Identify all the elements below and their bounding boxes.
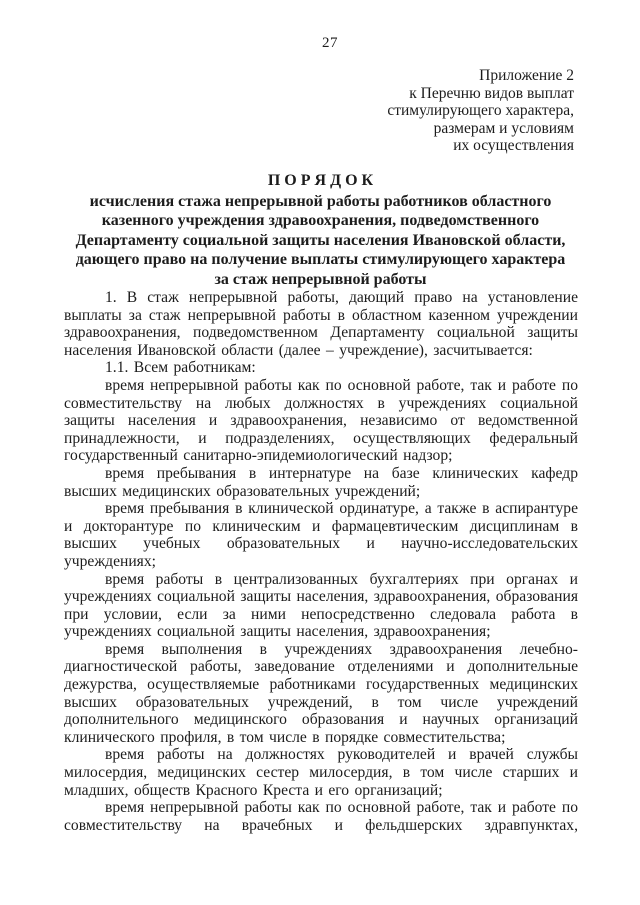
- paragraph-item: время пребывания в клинической ординатуре, а также в аспирантуре и докторантуре по клиническим и фармацевтическим дисциплинам в высших учебных образовательных и научно-исследовательских учреждениях;: [64, 500, 578, 570]
- title-line: за стаж непрерывной работы: [214, 270, 427, 288]
- appendix-line: размерам и условиям: [433, 119, 574, 137]
- paragraph-item: время пребывания в интернатуре на базе клинических кафедр высших медицинских образовательных учреждений;: [64, 464, 578, 500]
- document-title: [62, 171, 579, 289]
- page-number: 27: [322, 35, 338, 51]
- paragraph-item-continued: время непрерывной работы как по основной работе, так и работе по совместительству на врачебных и фельдшерских здравпунктах,: [64, 799, 578, 834]
- appendix-line: Приложение 2: [479, 67, 574, 84]
- title-line: исчисления стажа непрерывной работы работников областного: [89, 192, 552, 210]
- appendix-reference: [387, 67, 574, 155]
- paragraph-1-1: 1.1. Всем работникам:: [105, 359, 256, 377]
- paragraph-item: время выполнения в учреждениях здравоохранения лечебно-диагностической работы, заведование отделениями и дополнительные дежурства, осуществляемые работниками государственных медицинских высших образовательных учреждений, в том числе учреждений дополнительного медицинского образования и научных организаций клинического профиля, в том числе в порядке совместительства;: [64, 640, 578, 746]
- paragraph-item: время непрерывной работы как по основной работе, так и работе по совместительству на любых должностях в учреждениях социальной защиты населения и здравоохранения, независимо от ведомственной принадлежности, и подразделениях, осуществляющих федеральный государственный санитарно-эпидемиологический надзор;: [64, 376, 578, 465]
- appendix-line: их осуществления: [453, 137, 574, 155]
- title-line: казенного учреждения здравоохранения, подведомственного: [101, 212, 540, 229]
- title-heading: П О Р Я Д О К: [267, 172, 374, 189]
- paragraph-1: 1. В стаж непрерывной работы, дающий право на установление выплаты за стаж непрерывной работы в областном казенном учреждении здравоохранения, подведомственном Департаменту социальной защиты населения Ивановской области (далее – учреждение), засчитывается:: [64, 289, 578, 359]
- title-line: дающего право на получение выплаты стимулирующего характера: [75, 251, 566, 268]
- title-line: Департаменту социальной защиты населения Ивановской области,: [75, 231, 566, 249]
- appendix-line: стимулирующего характера,: [387, 102, 574, 120]
- document-body: [64, 289, 578, 834]
- paragraph-item: время работы в централизованных бухгалтериях при органах и учреждениях социальной защиты населения, здравоохранения, образования при условии, если за ними непосредственно следовала работа в учреждениях социальной защиты населения, здравоохранения;: [64, 570, 578, 641]
- paragraph-item: время работы на должностях руководителей и врачей службы милосердия, медицинских сестер милосердия, в том числе старших и младших, обществ Красного Креста и его организаций;: [64, 746, 578, 799]
- appendix-line: к Перечню видов выплат: [409, 84, 574, 102]
